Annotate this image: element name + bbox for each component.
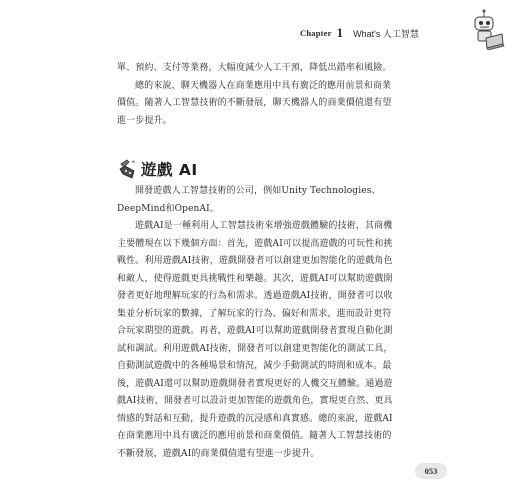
text-line: 總的來說，聊天機器人在商業應用中具有廣泛的應用前景和商業 xyxy=(135,80,392,91)
game-controller-icon xyxy=(117,158,137,180)
text-line: 價值。隨著人工智慧技術的不斷發展，聊天機器人的商業價值還有望 xyxy=(117,98,392,108)
text-line: 戲AI技術，開發者可以設計更加智能的遊戲角色，實現更自然、更具 xyxy=(117,396,393,406)
text-line: 在商業應用中具有廣泛的應用前景和商業價值。隨著人工智慧技術的 xyxy=(117,431,392,441)
text-line: 單、預約、支付等業務，大幅度減少人工干預，降低出錯率和風險。 xyxy=(117,63,392,73)
text-line: 試和調試。利用遊戲AI技術，開發者可以創建更智能化的測試工具， xyxy=(117,343,393,354)
chapter-label: Chapter xyxy=(300,28,332,38)
text-line: 遊戲AI是一種利用人工智慧技術來增強遊戲體驗的技術，其商機 xyxy=(135,221,393,231)
robot-icon xyxy=(470,8,506,50)
intro-paragraph-block xyxy=(117,60,405,130)
page-number-label: 053 xyxy=(424,466,438,476)
text-line: 主要體現在以下幾個方面：首先，遊戲AI可以提高遊戲的可玩性和挑 xyxy=(117,238,393,249)
text-line: 進一步提升。 xyxy=(117,115,172,126)
section-paragraph-1 xyxy=(117,183,405,218)
text-line: 情感的對話和互動，提升遊戲的沉浸感和真實感。總的來說，遊戲AI xyxy=(117,413,393,424)
page-number xyxy=(415,463,447,479)
chapter-title: What's 人工智慧 xyxy=(353,28,419,39)
chapter-number: 1 xyxy=(336,25,344,40)
text-line: 集並分析玩家的數據，了解玩家的行為、偏好和需求，進而設計更符 xyxy=(117,308,392,319)
text-line: DeepMind和OpenAI。 xyxy=(117,203,219,214)
text-line: 不斷發展，遊戲AI的商業價值還有望進一步提升。 xyxy=(117,448,320,459)
section-paragraph-2 xyxy=(117,218,405,463)
text-line: 和敵人，使得遊戲更具挑戰性和樂趣。其次，遊戲AI可以幫助遊戲開 xyxy=(117,273,393,284)
running-header xyxy=(300,26,419,40)
text-line: 合玩家期望的遊戲。再者，遊戲AI可以幫助遊戲開發者實現自動化測 xyxy=(117,326,393,336)
text-line: 戰性。利用遊戲AI技術，遊戲開發者可以創建更加智能化的遊戲角色 xyxy=(117,256,393,266)
text-line: 發者更好地理解玩家的行為和需求。透過遊戲AI技術，開發者可以收 xyxy=(117,291,393,301)
text-line: 自動測試遊戲中的各種場景和情況，減少手動測試的時間和成本。最 xyxy=(117,361,392,371)
section-title: 遊戲 AI xyxy=(141,161,198,179)
section-heading xyxy=(117,157,198,181)
text-line: 後，遊戲AI還可以幫助遊戲開發者實現更好的人機交互體驗。通過遊 xyxy=(117,378,393,389)
text-line: 開發遊戲人工智慧技術的公司，例如Unity Technologies、 xyxy=(135,186,381,196)
